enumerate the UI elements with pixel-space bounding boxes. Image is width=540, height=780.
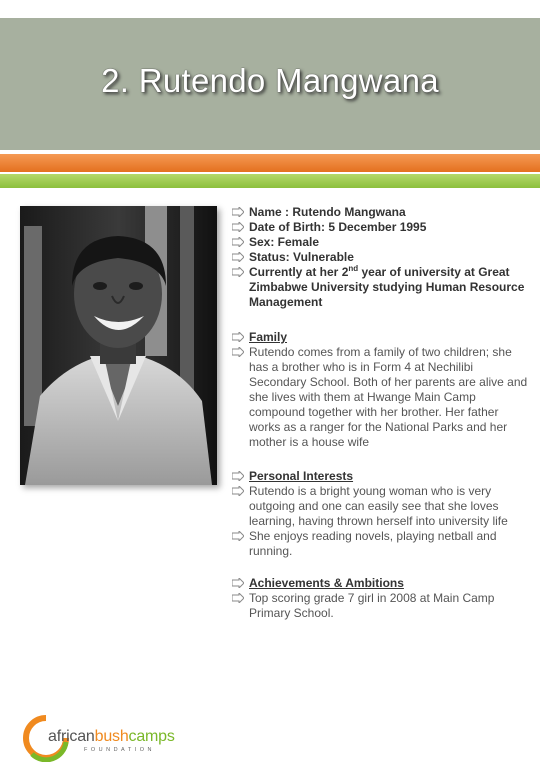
arrow-bullet-icon bbox=[232, 267, 244, 277]
portrait-photo bbox=[20, 206, 217, 485]
list-item bbox=[232, 591, 532, 621]
arrow-bullet-icon bbox=[232, 207, 244, 217]
family-text: Rutendo comes from a family of two children; she has a brother who is in Form 4 at Nechilibi Secondary School. Both of her parents are alive and she lives with them at Hwange Main Camp compound together with her brother. Her father works as a ranger for the National Parks and her mother is a house wife bbox=[249, 345, 528, 449]
family-heading: Family bbox=[249, 330, 288, 344]
list-item bbox=[232, 205, 532, 220]
profile-current: Currently at her 2nd year of university at Great Zimbabwe University studying Human Resource Management bbox=[249, 264, 525, 309]
list-item bbox=[232, 220, 532, 235]
arrow-bullet-icon bbox=[232, 252, 244, 262]
logo-subtitle: FOUNDATION bbox=[84, 747, 155, 753]
list-item bbox=[232, 469, 532, 484]
arrow-bullet-icon bbox=[232, 593, 244, 603]
list-item bbox=[232, 235, 532, 250]
arrow-bullet-icon bbox=[232, 222, 244, 232]
foundation-logo bbox=[22, 714, 182, 762]
arrow-bullet-icon bbox=[232, 471, 244, 481]
interests-text-1: Rutendo is a bright young woman who is very outgoing and one can easily see that she loves learning, having thrown herself into university life bbox=[249, 484, 508, 528]
arrow-bullet-icon bbox=[232, 237, 244, 247]
arrow-bullet-icon bbox=[232, 531, 244, 541]
list-item bbox=[232, 265, 532, 310]
profile-name: Name : Rutendo Mangwana bbox=[249, 205, 406, 219]
arrow-bullet-icon bbox=[232, 332, 244, 342]
profile-content bbox=[232, 205, 532, 621]
logo-wordmark: africanbushcamps bbox=[48, 728, 175, 745]
slide-title: 2. Rutendo Mangwana bbox=[101, 62, 439, 99]
arrow-bullet-icon bbox=[232, 578, 244, 588]
list-item bbox=[232, 345, 532, 450]
interests-section bbox=[232, 469, 532, 559]
orange-stripe bbox=[0, 154, 540, 172]
green-stripe bbox=[0, 174, 540, 188]
profile-status: Status: Vulnerable bbox=[249, 250, 354, 264]
achievements-text: Top scoring grade 7 girl in 2008 at Main Camp Primary School. bbox=[249, 591, 495, 620]
list-item bbox=[232, 529, 532, 559]
profile-dob: Date of Birth: 5 December 1995 bbox=[249, 220, 427, 234]
arrow-bullet-icon bbox=[232, 347, 244, 357]
achievements-heading: Achievements & Ambitions bbox=[249, 576, 404, 590]
profile-sex: Sex: Female bbox=[249, 235, 320, 249]
list-item bbox=[232, 250, 532, 265]
interests-text-2: She enjoys reading novels, playing netball and running. bbox=[249, 529, 497, 558]
list-item bbox=[232, 484, 532, 529]
interests-heading: Personal Interests bbox=[249, 469, 354, 483]
list-item bbox=[232, 576, 532, 591]
profile-details bbox=[232, 205, 532, 310]
family-section bbox=[232, 330, 532, 450]
achievements-section bbox=[232, 576, 532, 621]
arrow-bullet-icon bbox=[232, 486, 244, 496]
list-item bbox=[232, 330, 532, 345]
